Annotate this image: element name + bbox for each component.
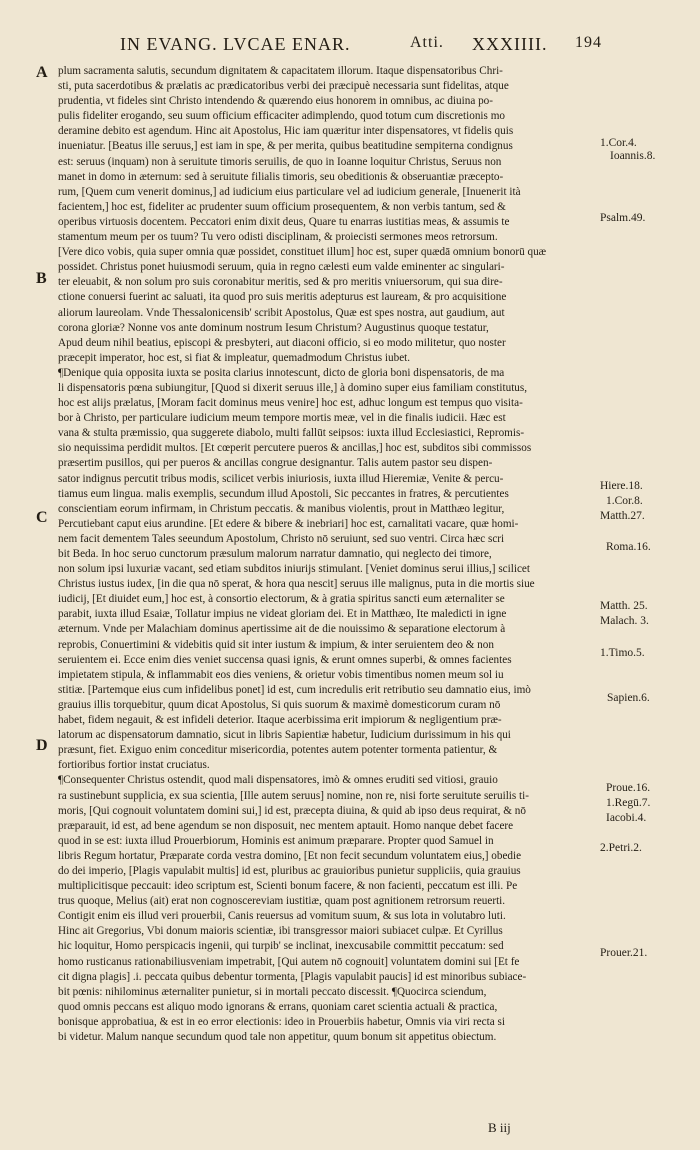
text-line: deramine debito est agendum. Hinc ait Apostolus, Hic iam quæritur inter dispensatores, vt fidelis quis xyxy=(58,125,514,138)
section-letter-b: B xyxy=(36,270,47,287)
marginal-reference: Matth. 25. xyxy=(600,600,648,612)
text-line: li dispensatoris pœna subiungitur, [Quod si dixerit seruus ille,] à domino super eius familiam constitutus, xyxy=(58,381,528,394)
section-letter-c: C xyxy=(36,509,48,526)
text-line: aliorum laureolam. Vnde Thessalonicensib' scribit Apostolus, Quæ est spes nostra, aut gaudium, aut xyxy=(58,306,505,319)
chapter-number: XXXIIII. xyxy=(472,34,548,54)
text-line: sio nequissima perdidit multos. [Et cœperit percutere pueros & ancillas,] hoc est, subditos sibi commissos xyxy=(58,442,532,455)
marginal-reference: 1.Regū.7. xyxy=(606,797,651,809)
marginal-reference: Malach. 3. xyxy=(600,615,649,627)
text-line: ¶Denique quia opposita iuxta se posita clarius innotescunt, dicto de gloria boni dispensatoris, de ma xyxy=(58,366,505,379)
marginal-reference: 2.Petri.2. xyxy=(600,842,642,854)
text-line: facientem,] hoc est, fideliter ac prudenter suum officium prosequentem, & non verbis tantum, sed & xyxy=(58,200,506,213)
text-line: operibus virtuosis docentem. Peccatori enim dixit deus, Quare tu enarras iustitias meas, & assumis te xyxy=(58,215,510,228)
text-line: tiamus eum lingua. malis exemplis, secundum illud Apostoli, Sic peccantes in fratres, & percutientes xyxy=(58,487,509,500)
marginal-reference: Roma.16. xyxy=(606,541,651,553)
text-line: grauius illis torquebitur, quum dicat Apostolus, Si quis suorum & maximè domesticorum curam nō xyxy=(58,698,501,711)
text-line: non solum ipsi luxuriæ vacant, sed etiam subditos iniurijs stimulant. [Veniet dominus serui illius,] scilicet xyxy=(58,563,531,576)
text-line: inueniatur. [Beatus ille seruus,] est iam in spe, & per merita, quibus beatitudine sempiterna condignus xyxy=(58,140,513,153)
text-line: Hinc ait Gregorius, Vbi donum maioris scientiæ, ibi transgressor maiori subiacet culpæ. Et Cyrillus xyxy=(58,925,503,938)
section-letter-d: D xyxy=(36,737,48,754)
text-line: latorum ac dispensatorum damnatio, sicut in libris Sapientiæ habetur, Iudicium durissimum in his qui xyxy=(58,729,511,742)
text-line: hoc est alijs prælatus, [Moram facit dominus meus venire] hoc est, adhuc longum est tempus quo visita- xyxy=(58,397,523,410)
text-line: do dei imperio, [Plagis vapulabit multis] id est, pluribus ac grauioribus punietur suppliciis, quia grauius xyxy=(58,864,521,877)
text-line: quod in se est: iuxta illud Prouerbiorum, Hominis est animum præparare. Propter quod Samuel in xyxy=(58,834,494,847)
text-line: possidet. Christus ponet huiusmodi seruum, quia in regno cælesti eum valde eminenter ac singulari- xyxy=(58,261,505,274)
text-line: bit pœnis: nihilominus æternaliter punietur, si in mortali peccato discessit. ¶Quocirca sciendum, xyxy=(58,985,487,998)
text-line: [Vere dico vobis, quia super omnia quæ possidet, constituet illum] hoc est, super quædā omnium bonorū quæ xyxy=(58,246,547,259)
marginal-reference: 1.Timo.5. xyxy=(600,647,645,659)
text-line: ctione conuersi fuerint ac saluati, ita quod pro suis meritis adepturus est lauream, & pro acquisitione xyxy=(58,291,507,304)
text-line: hic loquitur, Homo perspicacis ingenii, qui turpib' se inclinat, inexcusabile committit peccatum: sed xyxy=(58,940,504,953)
marginal-reference: 1.Cor.4. xyxy=(600,137,637,149)
text-line: vana & stulta præmissio, qua suggerete diabolo, multi fallūt seipsos: iuxta illud Ecclesiastici, Repromis- xyxy=(58,427,525,440)
text-line: fortioribus fortior instat cruciatus. xyxy=(58,759,210,772)
marginal-reference: Iacobi.4. xyxy=(606,812,647,824)
marginal-reference: Prouer.21. xyxy=(600,947,648,959)
text-line: manet in domo in æternum: sed à seruitute filialis timoris, seu obeditionis & obseruantiæ præcepto- xyxy=(58,170,504,183)
marginal-reference: Psalm.49. xyxy=(600,212,646,224)
text-line: bonisque approbatiua, & est in eo error electionis: ideo in Prouerbiis habetur, Omnis via viri recta si xyxy=(58,1015,505,1028)
marginal-reference: Hiere.18. xyxy=(600,480,643,492)
text-line: bor à Christo, per particulare iudicium meum tempore mortis meæ, vel in die finalis iudicii. Hæc est xyxy=(58,412,506,425)
text-line: stamentum meum per os tuum? Tu vero odisti disciplinam, & proiecisti sermones meos retrorsum. xyxy=(58,231,498,244)
text-line: impietatem stipula, & inflammabit eos dies veniens, & orietur vobis timentibus nomen meum sol iu xyxy=(58,668,504,681)
text-line: Percutiebant caput eius arundine. [Et edere & bibere & inebriari] hoc est, carnalitati vacare, quæ homi- xyxy=(58,517,519,530)
text-line: multiplicitisque peccauit: ideo scriptum est, Scienti bonum facere, & non facienti, peccatum est illi. Pe xyxy=(58,880,518,893)
text-line: conscientiam eorum infirmam, in Christum peccatis. & manibus violentis, prout in Matthæo legitur, xyxy=(58,502,505,515)
text-line: homo rusticanus rationabiliusveniam impetrabit, [Qui autem nō cognouit] voluntatem domini sui [Et fe xyxy=(58,955,520,968)
text-line: Christus iustus iudex, [in die qua nō sperat, & hora qua nescit] seruus ille malignus, puta in die mortis siue xyxy=(58,578,535,591)
running-title: IN EVANG. LVCAE ENAR. xyxy=(120,34,351,54)
signature-mark: B iij xyxy=(488,1120,511,1135)
text-line: habet, fidem negauit, & est infideli deterior. Itaque acerbissima erit impiorum & negligentium præ- xyxy=(58,714,502,727)
text-line: pulis fideliter erogando, seu suum officium efficaciter adimplendo, quod totum cum discretionis mo xyxy=(58,110,505,123)
text-line: ter eleuabit, & non solum pro suis coronabitur meritis, sed & pro meritis vniuersorum, qui sua dire- xyxy=(58,276,503,289)
text-line: rum, [Quem cum venerit dominus,] ad iudicium eius particulare vel ad iudicium generale, [Inuenerit ità xyxy=(58,185,521,198)
folio-number: 194 xyxy=(575,34,602,51)
text-line: est: seruus (inquam) non à seruitute timoris seruilis, de quo in Ioanne loquitur Christus, Seruus non xyxy=(58,155,502,168)
text-line: sti, puta sacerdotibus & prælatis ac prædicatoribus verbi dei præcipuè necessaria sunt fidelitas, atque xyxy=(58,80,509,93)
running-subtitle: Atti. xyxy=(410,34,444,51)
text-line: seruientem ei. Ecce enim dies veniet succensa quasi ignis, & erunt omnes superbi, & omnes facientes xyxy=(58,653,512,666)
marginal-reference: 1.Cor.8. xyxy=(606,495,643,507)
marginal-reference: Ioannis.8. xyxy=(610,150,656,162)
text-line: præsertim pusillos, qui per pueros & ancillas congrue designantur. Talis autem pastor seu dispen- xyxy=(58,457,493,470)
text-line: corona gloriæ? Nonne vos ante dominum nostrum Iesum Christum? Augustinus quoque testatur, xyxy=(58,321,489,334)
text-line: præparauit, id est, ad bene agendum se non disposuit, nec mentem aptauit. Homo nanque debet facere xyxy=(58,819,514,832)
text-line: bit Beda. In hoc seruo cunctorum præsulum malorum narratur damnatio, qui neglecto dei timore, xyxy=(58,548,492,560)
text-line: stitiæ. [Partemque eius cum infidelibus ponet] id est, cum incredulis erit retributio seu damnatio eius, imò xyxy=(58,683,531,696)
text-line: cit digna plagis] .i. peccata quibus debentur tormenta, [Plagis vapulabit paucis] id est minoribus subiace- xyxy=(58,970,527,983)
commentary-text xyxy=(58,64,598,1045)
text-line: ra sustinebunt supplicia, ex sua scientia, [Ille autem seruus] nomine, non re, nisi forte seruitute seruilis ti- xyxy=(58,789,530,802)
text-line: plum sacramenta salutis, secundum dignitatem & capacitatem illorum. Itaque dispensatoribus Chri- xyxy=(58,65,503,77)
text-line: iudicij, [Et diuidet eum,] hoc est, à consortio electorum, & à gratia spiritus sancti eum æternaliter se xyxy=(58,593,505,606)
text-line: moris, [Qui cognouit voluntatem domini sui,] id est, præcepta diuina, & quid ab ipso deus requirat, & nō xyxy=(58,804,526,817)
text-line: Contigit enim eis illud veri prouerbii, Canis reuersus ad vomitum suum, & sus lota in volutabro luti. xyxy=(58,910,506,923)
text-line: nem facit dementem Tales seeundum Apostolum, Christo nō seruiunt, sed suo ventri. Circa hæc scri xyxy=(58,532,505,545)
marginal-reference: Matth.27. xyxy=(600,510,645,522)
section-letter-a: A xyxy=(36,64,48,81)
running-header xyxy=(120,34,600,60)
text-line: præsunt, fiet. Exiguo enim conceditur misericordia, potentes autem potenter tormenta patientur, & xyxy=(58,744,498,757)
text-line: Apud deum nihil beatius, episcopi & presbyteri, aut diaconi officio, si eo modo militetur, quo noster xyxy=(58,336,506,349)
text-line: ¶Consequenter Christus ostendit, quod mali dispensatores, imò & omnes eruditi sed vitiosi, grauio xyxy=(58,774,498,787)
text-line: trus quoque, Melius (ait) erat non cognoscereviam iustitiæ, quam post agnitionem retrorsum reuerti. xyxy=(58,895,506,908)
text-line: quod omnis peccans est aliquo modo ignorans & errans, quoniam caret scientia actuali & practica, xyxy=(58,1000,498,1013)
text-line: sator indignus percutit tribus modis, scilicet verbis iniuriosis, iuxta illud Hieremiæ, Venite & percu- xyxy=(58,472,504,485)
text-line: reprobis, Conuertimini & videbitis quid sit inter iustum & impium, & inter seruientem deo & non xyxy=(58,638,494,651)
text-line: libris Regum hortatur, Præparate corda vestra domino, [Et non fecit secundum voluntatem eius,] obedie xyxy=(58,849,522,862)
text-line: prudentia, vt fideles sint Christo intendendo & quærendo eius honorem in omnibus, ac diuina po- xyxy=(58,95,494,108)
text-line: præcepit imperator, hoc est, si fiat & impleatur, quemadmodum Christus iubet. xyxy=(58,351,411,364)
text-line: bi videtur. Malum nanque secundum quod tale non appetitur, quum bonum sit appetitus obiectum. xyxy=(58,1031,497,1043)
marginal-reference: Sapien.6. xyxy=(607,692,650,704)
text-line: æternum. Vnde per Malachiam dominus apertissime ait de die nouissimo & separatione electorum à xyxy=(58,623,506,636)
marginal-reference: Proue.16. xyxy=(606,782,651,794)
text-line: parabit, iuxta illud Esaiæ, Tollatur impius ne videat gloriam dei. Et in Matthæo, Ite maledicti in igne xyxy=(58,608,507,621)
